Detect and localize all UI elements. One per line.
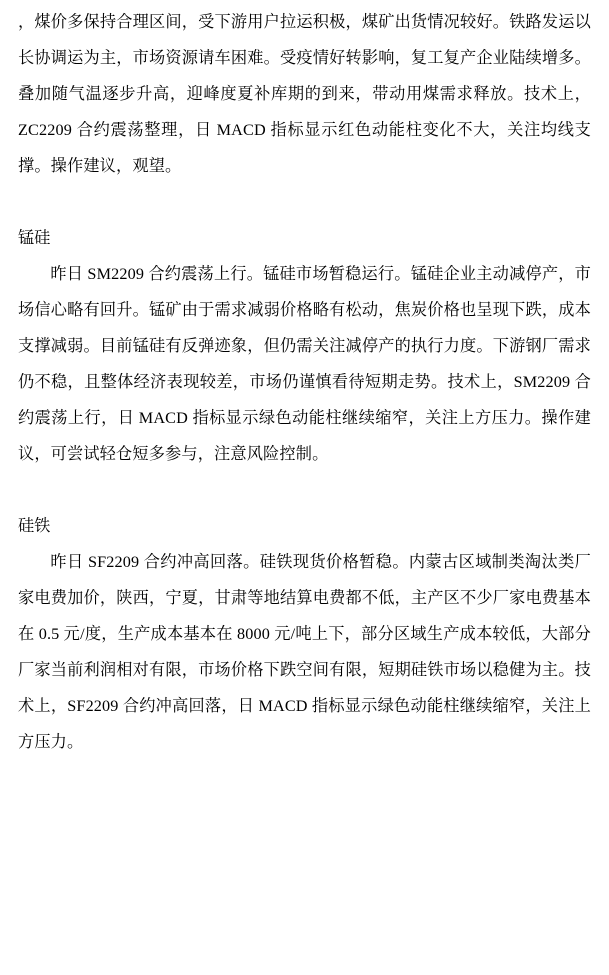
section-spacer-1 — [18, 184, 591, 220]
section-spacer-2 — [18, 472, 591, 508]
heading-silicomanganese: 锰硅 — [18, 229, 51, 247]
paragraph-thermal-coal-continued: ，煤价多保持合理区间，受下游用户拉运积极，煤矿出货情况较好。铁路发运以长协调运为主，市场资源请车困难。受疫情好转影响，复工复产企业陆续增多。叠加随气温逐步升高，迎峰度夏补库期的到来，带动用煤需求释放。技术上，ZC2209 合约震荡整理，日 MACD 指标显示红色动能柱变化不大，关注均线支撑。操作建议，观望。 — [18, 13, 591, 175]
heading-ferrosilicon: 硅铁 — [18, 517, 51, 535]
paragraph-silicomanganese: 昨日 SM2209 合约震荡上行。锰硅市场暂稳运行。锰硅企业主动减停产，市场信心略有回升。锰矿由于需求减弱价格略有松动，焦炭价格也呈现下跌，成本支撑减弱。目前锰硅有反弹迹象，但仍需关注减停产的执行力度。下游钢厂需求仍不稳，且整体经济表现较差，市场仍谨慎看待短期走势。技术上，SM2209 合约震荡上行，日 MACD 指标显示绿色动能柱继续缩窄，关注上方压力。操作建议，可尝试轻仓短多参与，注意风险控制。 — [18, 265, 591, 463]
paragraph-ferrosilicon: 昨日 SF2209 合约冲高回落。硅铁现货价格暂稳。内蒙古区域制类淘汰类厂家电费加价，陕西，宁夏，甘肃等地结算电费都不低，主产区不少厂家电费基本在 0.5 元/度，生产成本基本在 8000 元/吨上下，部分区域生产成本较低，大部分厂家当前利润相对有限，市场价格下跌空间有限，短期硅铁市场以稳健为主。技术上，SF2209 合约冲高回落，日 MACD 指标显示绿色动能柱继续缩窄，关注上方压力。 — [18, 553, 591, 751]
